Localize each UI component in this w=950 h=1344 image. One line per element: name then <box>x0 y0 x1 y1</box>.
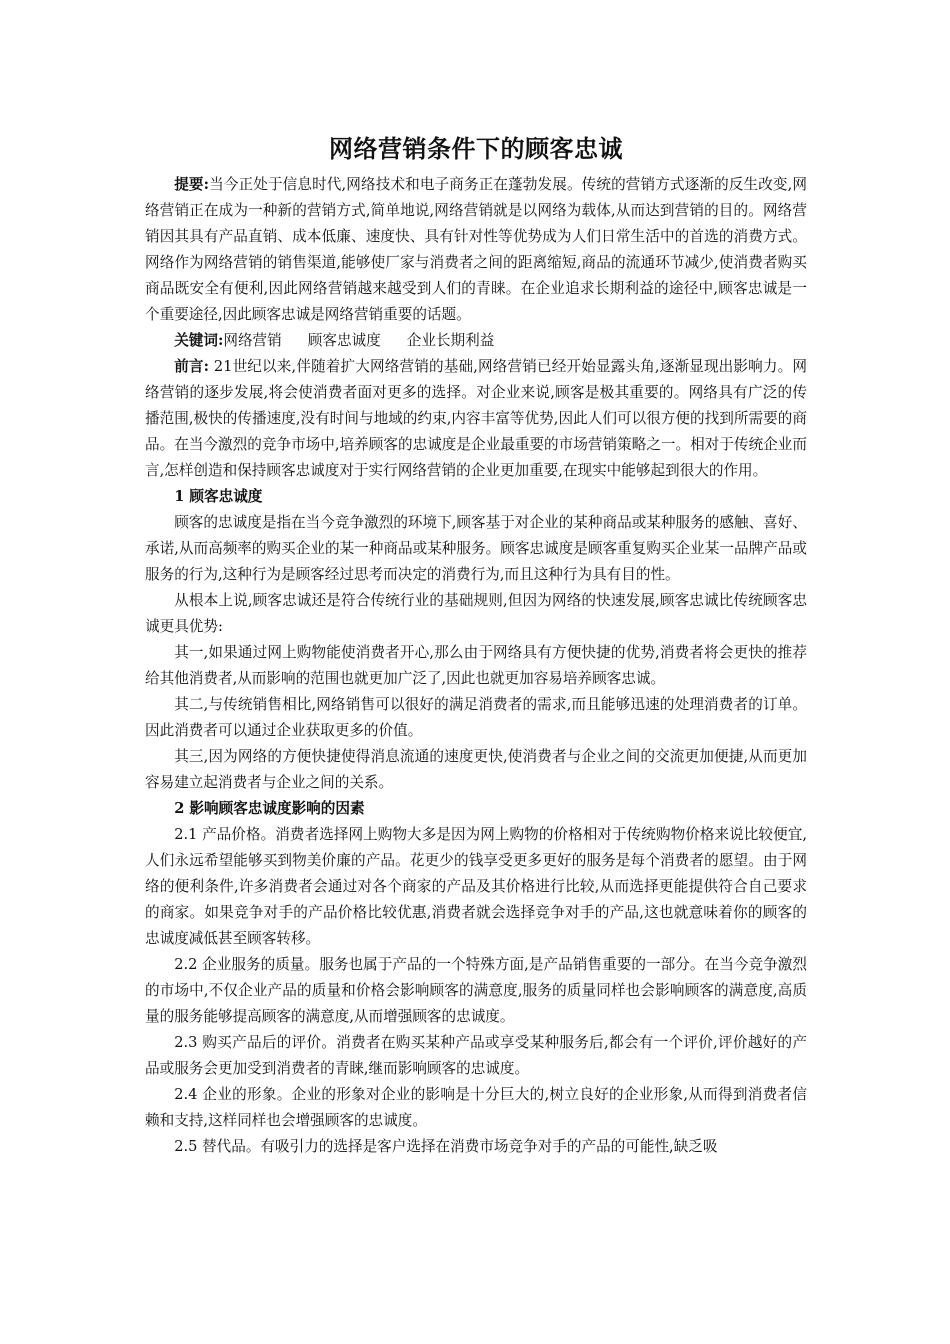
preface-paragraph <box>145 354 807 484</box>
body-paragraph: 顾客的忠诚度是指在当今竞争激烈的环境下,顾客基于对企业的某种商品或某种服务的感触、喜好、承诺,从而高频率的购买企业的某一种商品或某种服务。顾客忠诚度是顾客重复购买企业某一品牌产品或服务的行为,这种行为是顾客经过思考而决定的消费行为,而且这种行为具有目的性。 <box>145 514 807 583</box>
preface-text: 21世纪以来,伴随着扩大网络营销的基础,网络营销已经开始显露头角,逐渐显现出影响力。网络营销的逐步发展,将会使消费者面对更多的选择。对企业来说,顾客是极其重要的。网络具有广泛的传播范围,极快的传播速度,没有时间与地域的约束,内容丰富等优势,因此人们可以很方便的找到所需要的商品。在当今激烈的竞争市场中,培养顾客的忠诚度是企业最重要的市场营销策略之一。相对于传统企业而言,怎样创造和保持顾客忠诚度对于实行网络营销的企业更加重要,在现实中能够起到很大的作用。 <box>145 358 807 479</box>
keywords-paragraph <box>145 328 807 354</box>
section-heading: 2 影响顾客忠诚度影响的因素 <box>174 800 365 817</box>
factor-number: 2.4 <box>174 1086 198 1103</box>
factor-paragraph <box>145 952 807 1030</box>
factor-paragraph <box>145 822 807 952</box>
body-paragraph: 从根本上说,顾客忠诚还是符合传统行业的基础规则,但因为网络的快速发展,顾客忠诚比传统顾客忠诚更具优势: <box>145 592 807 635</box>
factor-paragraph <box>145 1134 807 1160</box>
keyword-item: 企业长期利益 <box>406 332 495 349</box>
section-heading: 1 顾客忠诚度 <box>174 488 263 505</box>
body-paragraph: 其一,如果通过网上购物能使消费者开心,那么由于网络具有方便快捷的优势,消费者将会更快的推荐给其他消费者,从而影响的范围也就更加广泛了,因此也就更加容易培养顾客忠诚。 <box>145 644 807 687</box>
abstract-paragraph <box>145 172 807 328</box>
factor-text: 购买产品后的评价。消费者在购买某种产品或享受某种服务后,都会有一个评价,评价越好的产品或服务会更加受到消费者的青睐,继而影响顾客的忠诚度。 <box>145 1034 807 1077</box>
document-title: 网络营销条件下的顾客忠诚 <box>329 135 623 163</box>
factor-number: 2.5 <box>174 1138 198 1155</box>
document-page <box>145 132 807 1160</box>
keyword-item: 网络营销 <box>223 332 282 349</box>
factor-number: 2.3 <box>174 1034 198 1051</box>
factor-text: 企业的形象。企业的形象对企业的影响是十分巨大的,树立良好的企业形象,从而得到消费者信赖和支持,这样同样也会增强顾客的忠诚度。 <box>145 1086 807 1129</box>
keywords-label: 关键词: <box>174 332 224 349</box>
body-paragraph: 其二,与传统销售相比,网络销售可以很好的满足消费者的需求,而且能够迅速的处理消费者的订单。因此消费者可以通过企业获取更多的价值。 <box>145 696 807 739</box>
keyword-item: 顾客忠诚度 <box>307 332 381 349</box>
factor-number: 2.2 <box>174 956 198 973</box>
factor-text: 产品价格。消费者选择网上购物大多是因为网上购物的价格相对于传统购物价格来说比较便宜,人们永远希望能够买到物美价廉的产品。花更少的钱享受更多更好的服务是每个消费者的愿望。由于网络的便利条件,许多消费者会通过对各个商家的产品及其价格进行比较,从而选择更能提供符合自己要求的商家。如果竞争对手的产品价格比较优惠,消费者就会选择竞争对手的产品,这也就意味着你的顾客的忠诚度减低甚至顾客转移。 <box>145 826 807 947</box>
factor-text: 企业服务的质量。服务也属于产品的一个特殊方面,是产品销售重要的一部分。在当今竞争激烈的市场中,不仅企业产品的质量和价格会影响顾客的满意度,服务的质量同样也会影响顾客的满意度,高质量的服务能够提高顾客的满意度,从而增强顾客的忠诚度。 <box>145 956 807 1025</box>
abstract-label: 提要: <box>174 176 209 193</box>
abstract-text: 当今正处于信息时代,网络技术和电子商务正在蓬勃发展。传统的营销方式逐渐的反生改变,网络营销正在成为一种新的营销方式,简单地说,网络营销就是以网络为载体,从而达到营销的目的。网络营销因其具有产品直销、成本低廉、速度快、具有针对性等优势成为人们日常生活中的首选的消费方式。网络作为网络营销的销售渠道,能够使厂家与消费者之间的距离缩短,商品的流通环节减少,使消费者购买商品既安全有便利,因此网络营销越来越受到人们的青睐。在企业追求长期利益的途径中,顾客忠诚是一个重要途径,因此顾客忠诚是网络营销重要的话题。 <box>145 176 807 323</box>
factor-paragraph <box>145 1030 807 1082</box>
factor-text: 替代品。有吸引力的选择是客户选择在消费市场竞争对手的产品的可能性,缺乏吸 <box>202 1138 718 1155</box>
preface-label: 前言: <box>174 358 210 375</box>
body-paragraph: 其三,因为网络的方便快捷使得消息流通的速度更快,使消费者与企业之间的交流更加便捷,从而更加容易建立起消费者与企业之间的关系。 <box>145 748 807 791</box>
factor-paragraph <box>145 1082 807 1134</box>
factor-number: 2.1 <box>174 826 198 843</box>
